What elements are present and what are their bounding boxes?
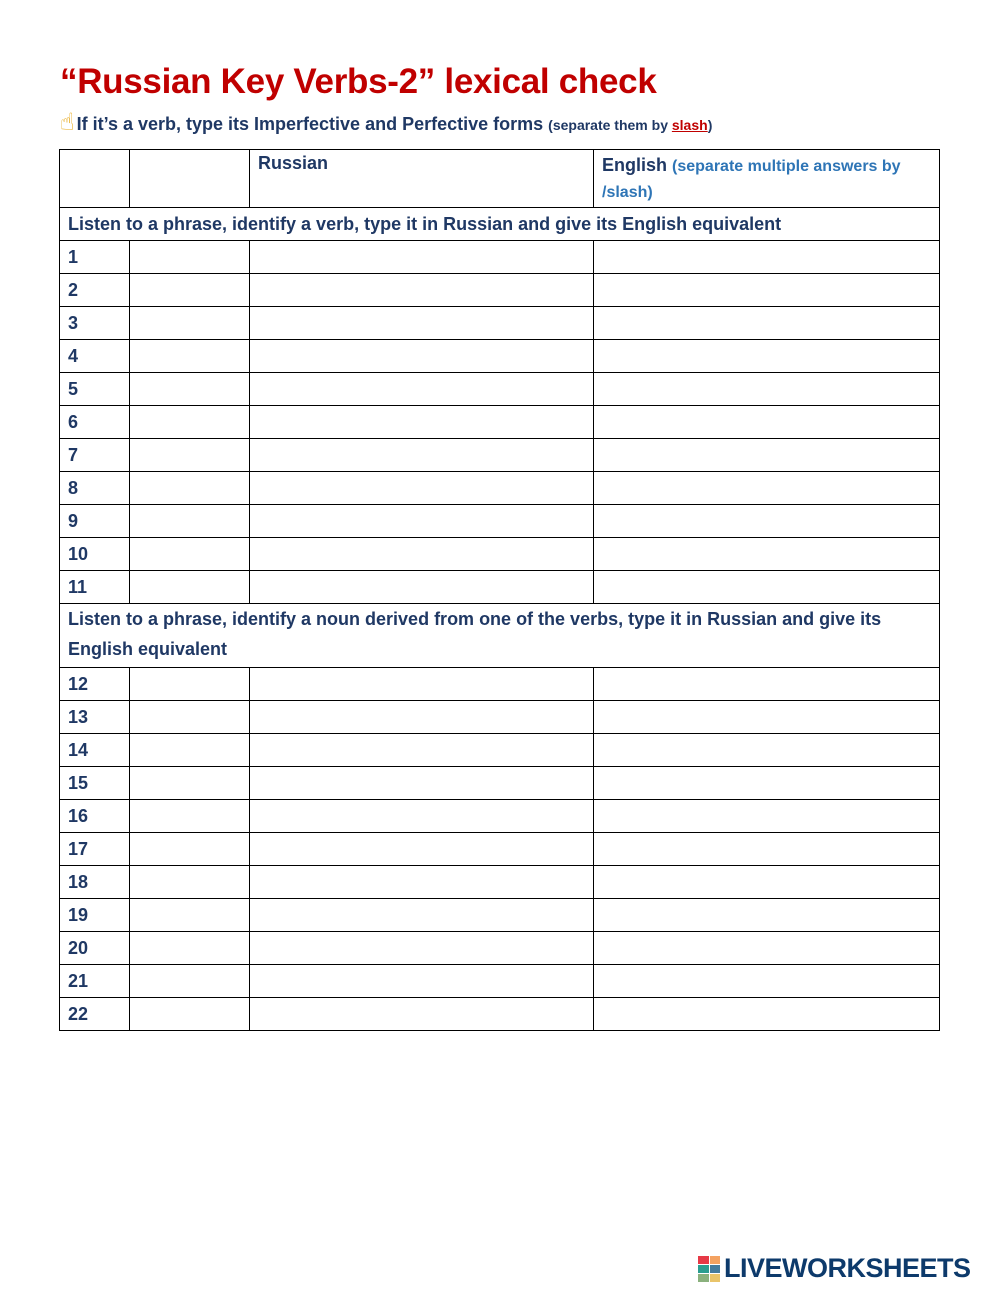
russian-answer-cell[interactable] — [250, 932, 594, 965]
table-header-row — [60, 150, 940, 208]
russian-answer-cell[interactable] — [250, 800, 594, 833]
english-answer-cell[interactable] — [594, 701, 940, 734]
aspect-answer-cell[interactable] — [130, 241, 250, 274]
russian-answer-cell[interactable] — [250, 505, 594, 538]
instruction-text: If it’s a verb, type its Imperfective and Perfective forms — [76, 114, 544, 134]
table-row — [60, 472, 940, 505]
aspect-answer-cell[interactable] — [130, 998, 250, 1031]
pointing-up-hand-icon: ☝ — [60, 109, 75, 136]
english-answer-cell[interactable] — [594, 965, 940, 998]
english-answer-cell[interactable] — [594, 998, 940, 1031]
english-answer-cell[interactable] — [594, 274, 940, 307]
english-answer-cell[interactable] — [594, 833, 940, 866]
section-row-nouns — [60, 604, 940, 668]
russian-answer-cell[interactable] — [250, 833, 594, 866]
russian-answer-cell[interactable] — [250, 571, 594, 604]
russian-answer-cell[interactable] — [250, 998, 594, 1031]
aspect-answer-cell[interactable] — [130, 734, 250, 767]
english-answer-cell[interactable] — [594, 406, 940, 439]
row-number: 2 — [60, 274, 130, 307]
russian-answer-cell[interactable] — [250, 340, 594, 373]
header-cell-number — [60, 150, 130, 208]
logo-block — [710, 1274, 721, 1282]
row-number: 11 — [60, 571, 130, 604]
aspect-answer-cell[interactable] — [130, 668, 250, 701]
liveworksheets-logo — [698, 1253, 971, 1284]
russian-answer-cell[interactable] — [250, 307, 594, 340]
row-number: 1 — [60, 241, 130, 274]
answer-table — [59, 149, 940, 1031]
section-row-verbs — [60, 208, 940, 241]
english-answer-cell[interactable] — [594, 505, 940, 538]
english-answer-cell[interactable] — [594, 439, 940, 472]
row-number: 7 — [60, 439, 130, 472]
header-english: English (separate multiple answers by /slash) — [594, 150, 940, 208]
aspect-answer-cell[interactable] — [130, 965, 250, 998]
row-number: 13 — [60, 701, 130, 734]
table-row — [60, 965, 940, 998]
aspect-answer-cell[interactable] — [130, 505, 250, 538]
worksheet-title: “Russian Key Verbs-2” lexical check — [60, 62, 657, 101]
russian-answer-cell[interactable] — [250, 241, 594, 274]
logo-block — [698, 1274, 709, 1282]
aspect-answer-cell[interactable] — [130, 538, 250, 571]
row-number: 6 — [60, 406, 130, 439]
slash-word: slash — [671, 117, 708, 133]
russian-answer-cell[interactable] — [250, 373, 594, 406]
logo-block — [710, 1256, 721, 1264]
aspect-answer-cell[interactable] — [130, 932, 250, 965]
russian-answer-cell[interactable] — [250, 965, 594, 998]
section-instruction-nouns: Listen to a phrase, identify a noun derived from one of the verbs, type it in Russian and give its English equivalent — [60, 604, 940, 668]
english-answer-cell[interactable] — [594, 668, 940, 701]
aspect-answer-cell[interactable] — [130, 373, 250, 406]
english-answer-cell[interactable] — [594, 899, 940, 932]
row-number: 22 — [60, 998, 130, 1031]
english-answer-cell[interactable] — [594, 340, 940, 373]
table-row — [60, 866, 940, 899]
table-row — [60, 241, 940, 274]
row-number: 14 — [60, 734, 130, 767]
aspect-answer-cell[interactable] — [130, 899, 250, 932]
table-row — [60, 767, 940, 800]
aspect-answer-cell[interactable] — [130, 307, 250, 340]
table-row — [60, 800, 940, 833]
english-answer-cell[interactable] — [594, 866, 940, 899]
row-number: 19 — [60, 899, 130, 932]
header-english-note: (separate multiple answers by /slash) — [602, 158, 901, 201]
header-cell-blank — [130, 150, 250, 208]
table-row — [60, 406, 940, 439]
russian-answer-cell[interactable] — [250, 866, 594, 899]
table-row — [60, 571, 940, 604]
table-row — [60, 373, 940, 406]
russian-answer-cell[interactable] — [250, 899, 594, 932]
aspect-answer-cell[interactable] — [130, 340, 250, 373]
row-number: 17 — [60, 833, 130, 866]
english-answer-cell[interactable] — [594, 472, 940, 505]
row-number: 15 — [60, 767, 130, 800]
russian-answer-cell[interactable] — [250, 439, 594, 472]
russian-answer-cell[interactable] — [250, 472, 594, 505]
table-row — [60, 998, 940, 1031]
row-number: 10 — [60, 538, 130, 571]
aspect-answer-cell[interactable] — [130, 472, 250, 505]
table-row — [60, 340, 940, 373]
english-answer-cell[interactable] — [594, 571, 940, 604]
russian-answer-cell[interactable] — [250, 767, 594, 800]
row-number: 8 — [60, 472, 130, 505]
section-instruction-verbs: Listen to a phrase, identify a verb, type it in Russian and give its English equivalent — [60, 208, 940, 241]
aspect-answer-cell[interactable] — [130, 701, 250, 734]
row-number: 9 — [60, 505, 130, 538]
table-row — [60, 734, 940, 767]
logo-block — [698, 1256, 709, 1264]
russian-answer-cell[interactable] — [250, 668, 594, 701]
table-row — [60, 668, 940, 701]
row-number: 5 — [60, 373, 130, 406]
row-number: 4 — [60, 340, 130, 373]
english-answer-cell[interactable] — [594, 373, 940, 406]
row-number: 3 — [60, 307, 130, 340]
russian-answer-cell[interactable] — [250, 538, 594, 571]
aspect-answer-cell[interactable] — [130, 833, 250, 866]
aspect-answer-cell[interactable] — [130, 571, 250, 604]
table-row — [60, 701, 940, 734]
aspect-answer-cell[interactable] — [130, 439, 250, 472]
aspect-answer-cell[interactable] — [130, 866, 250, 899]
liveworksheets-logo-icon — [698, 1256, 720, 1282]
table-row — [60, 932, 940, 965]
row-number: 16 — [60, 800, 130, 833]
russian-answer-cell[interactable] — [250, 701, 594, 734]
logo-block — [698, 1265, 709, 1273]
table-row — [60, 538, 940, 571]
english-answer-cell[interactable] — [594, 307, 940, 340]
table-row — [60, 505, 940, 538]
row-number: 21 — [60, 965, 130, 998]
table-row — [60, 899, 940, 932]
english-answer-cell[interactable] — [594, 538, 940, 571]
liveworksheets-logo-text: LIVEWORKSHEETS — [724, 1253, 971, 1283]
logo-block — [710, 1265, 721, 1273]
table-row — [60, 307, 940, 340]
russian-answer-cell[interactable] — [250, 734, 594, 767]
row-number: 20 — [60, 932, 130, 965]
aspect-answer-cell[interactable] — [130, 406, 250, 439]
header-russian: Russian — [250, 150, 594, 208]
table-row — [60, 833, 940, 866]
table-row — [60, 439, 940, 472]
aspect-answer-cell[interactable] — [130, 800, 250, 833]
instruction-line — [60, 108, 712, 137]
instruction-note: (separate them by slash) — [548, 117, 713, 133]
russian-answer-cell[interactable] — [250, 274, 594, 307]
row-number: 12 — [60, 668, 130, 701]
english-answer-cell[interactable] — [594, 767, 940, 800]
table-row — [60, 274, 940, 307]
aspect-answer-cell[interactable] — [130, 274, 250, 307]
english-answer-cell[interactable] — [594, 932, 940, 965]
english-answer-cell[interactable] — [594, 734, 940, 767]
english-answer-cell[interactable] — [594, 241, 940, 274]
english-answer-cell[interactable] — [594, 800, 940, 833]
row-number: 18 — [60, 866, 130, 899]
aspect-answer-cell[interactable] — [130, 767, 250, 800]
russian-answer-cell[interactable] — [250, 406, 594, 439]
